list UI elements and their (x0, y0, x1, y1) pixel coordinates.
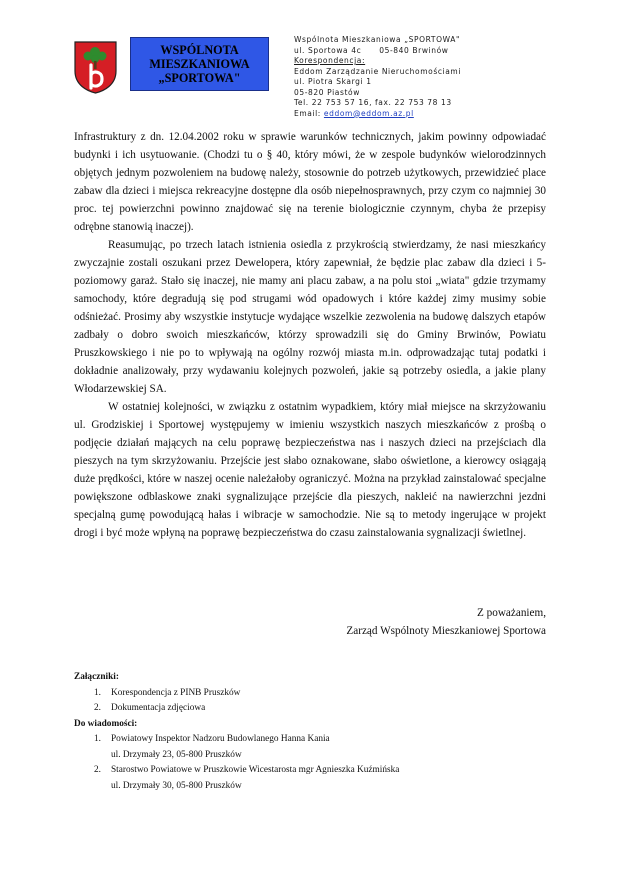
signatory: Zarząd Wspólnoty Mieszkaniowej Sportowa (346, 625, 546, 637)
contact-street: ul. Sportowa 4c (294, 45, 362, 55)
contact-org-name: Wspólnota Mieszkaniowa „SPORTOWA" (294, 35, 460, 44)
list-item (94, 701, 554, 717)
attachments-heading: Załączniki: (74, 672, 119, 682)
email-link[interactable]: eddom@eddom.az.pl (323, 108, 414, 118)
contact-postcode: 05-840 Brwinów (379, 45, 449, 55)
contact-manager-street: ul. Piotra Skargi 1 (294, 77, 372, 86)
list-item-address: ul. Drzymały 30, 05-800 Pruszków (111, 780, 242, 791)
list-item (94, 732, 554, 763)
list-item (94, 686, 554, 702)
org-name-line-1: WSPÓLNOTA (160, 43, 239, 57)
contact-manager-city: 05-820 Piastów (294, 87, 360, 97)
list-item-number: 2. (94, 703, 101, 713)
list-item-number: 1. (94, 687, 101, 698)
list-item-text: Dokumentacja zdjęciowa (111, 703, 206, 713)
list-item-number: 1. (94, 734, 101, 744)
organization-name-box (130, 37, 269, 91)
recipients-heading: Do wiadomości: (74, 718, 138, 729)
list-item (94, 763, 554, 794)
recipients-list (74, 732, 554, 794)
list-item-text: Korespondencja z PINB Pruszków (111, 687, 241, 698)
list-item-address: ul. Drzymały 23, 05-800 Pruszków (111, 749, 242, 760)
attachments-section (74, 670, 554, 794)
contact-details (294, 35, 594, 119)
attachments-list (74, 686, 554, 717)
org-name-line-2: MIESZKANIOWA (149, 57, 250, 71)
contact-address (294, 46, 594, 57)
list-item-text: Powiatowy Inspektor Nadzoru Budowlanego Hanna Kania (111, 734, 330, 744)
coat-of-arms-logo (74, 41, 117, 94)
paragraph-1: Infrastruktury z dn. 12.04.2002 roku w sprawie warunków technicznych, jakim powinny odpowiadać budynki i ich usytuowanie. (Chodzi tu o § 40, który mówi, że w zespole budynków wielorodzinnych objętych jednym pozwoleniem na budowę należy, stosownie do potrzeb użytkowych, przewidzieć place zabaw dla dzieci i miejsca rekreacyjne dostępne dla osób niepełnosprawnych, przy czym co najmniej 30 proc. tej powierzchni powinno znajdować się na terenie biologicznie czynnym, chyba że przepisy odrębne stanowią inaczej). (74, 131, 546, 233)
email-label: Email: (294, 108, 321, 118)
letter-body (74, 128, 546, 542)
paragraph-2: Reasumując, po trzech latach istnienia osiedla z przykrością stwierdzamy, że nasi mieszkańcy zwyczajnie zostali oszukani przez Dewelopera, który zapewniał, że będzie plac zabaw dla dzieci i 5-poziomowy garaż. Stało się inaczej, nie mamy ani placu zabaw, a na polu stoi „wiata" gdzie trzymamy samochody, które degradują się pod strugami wód opadowych i które każdej zimy musimy sobie odśnieżać. Prosimy aby wszystkie instytucje wydające wszelkie zezwolenia na budowę dalszych etapów zadbały o dobro swoich mieszkańców, którzy sprowadzili się do Gminy Brwinów, Powiatu Pruszkowskiego i nie po to wpływają na ogólny rozwój miasta m.in. odprowadzając tutaj podatki i dokładnie analizowały, przy wydawaniu kolejnych pozwoleń, jakie są potrzeby osiedla, a jakie plany Włodarzewskiej SA. (74, 239, 546, 395)
contact-manager: Eddom Zarządzanie Nieruchomościami (294, 66, 462, 76)
signature-block (300, 604, 546, 640)
closing-salutation: Z poważaniem, (477, 607, 546, 619)
contact-phone-fax: Tel. 22 753 57 16, fax. 22 753 78 13 (294, 98, 452, 107)
paragraph-3: W ostatniej kolejności, w związku z ostatnim wypadkiem, który miał miejsce na skrzyżowaniu ul. Grodziskiej i Sportowej występujemy w imieniu wszystkich naszych mieszkańców z prośbą o podjęcie działań mających na celu poprawę bezpieczeństwa nas i naszych dzieci na przejściach dla pieszych na tym skrzyżowaniu. Przejście jest słabo oznakowane, słabo oświetlone, a kierowcy osiągają duże prędkości, które w naszej ocenie należałoby ograniczyć. Można na przykład zainstalować specjalne powiększone odblaskowe znaki sygnalizujące przejście dla pieszych, nakleić na nawierzchni jezdni specjalną gumę powodującą hałas i wibracje w samochodzie. Nie są to metody ingerujące w projekt drogi i być może wpłyną na poprawę bezpieczeństwa do czasu zainstalowania sygnalizacji świetlnej. (74, 401, 546, 539)
org-name-line-3: „SPORTOWA" (158, 71, 241, 85)
contact-email-row (294, 109, 594, 120)
list-item-text: Starostwo Powiatowe w Pruszkowie Wicestarosta mgr Agnieszka Kuźmińska (111, 765, 400, 775)
list-item-number: 2. (94, 765, 101, 775)
correspondence-label: Korespondencja: (294, 56, 366, 65)
